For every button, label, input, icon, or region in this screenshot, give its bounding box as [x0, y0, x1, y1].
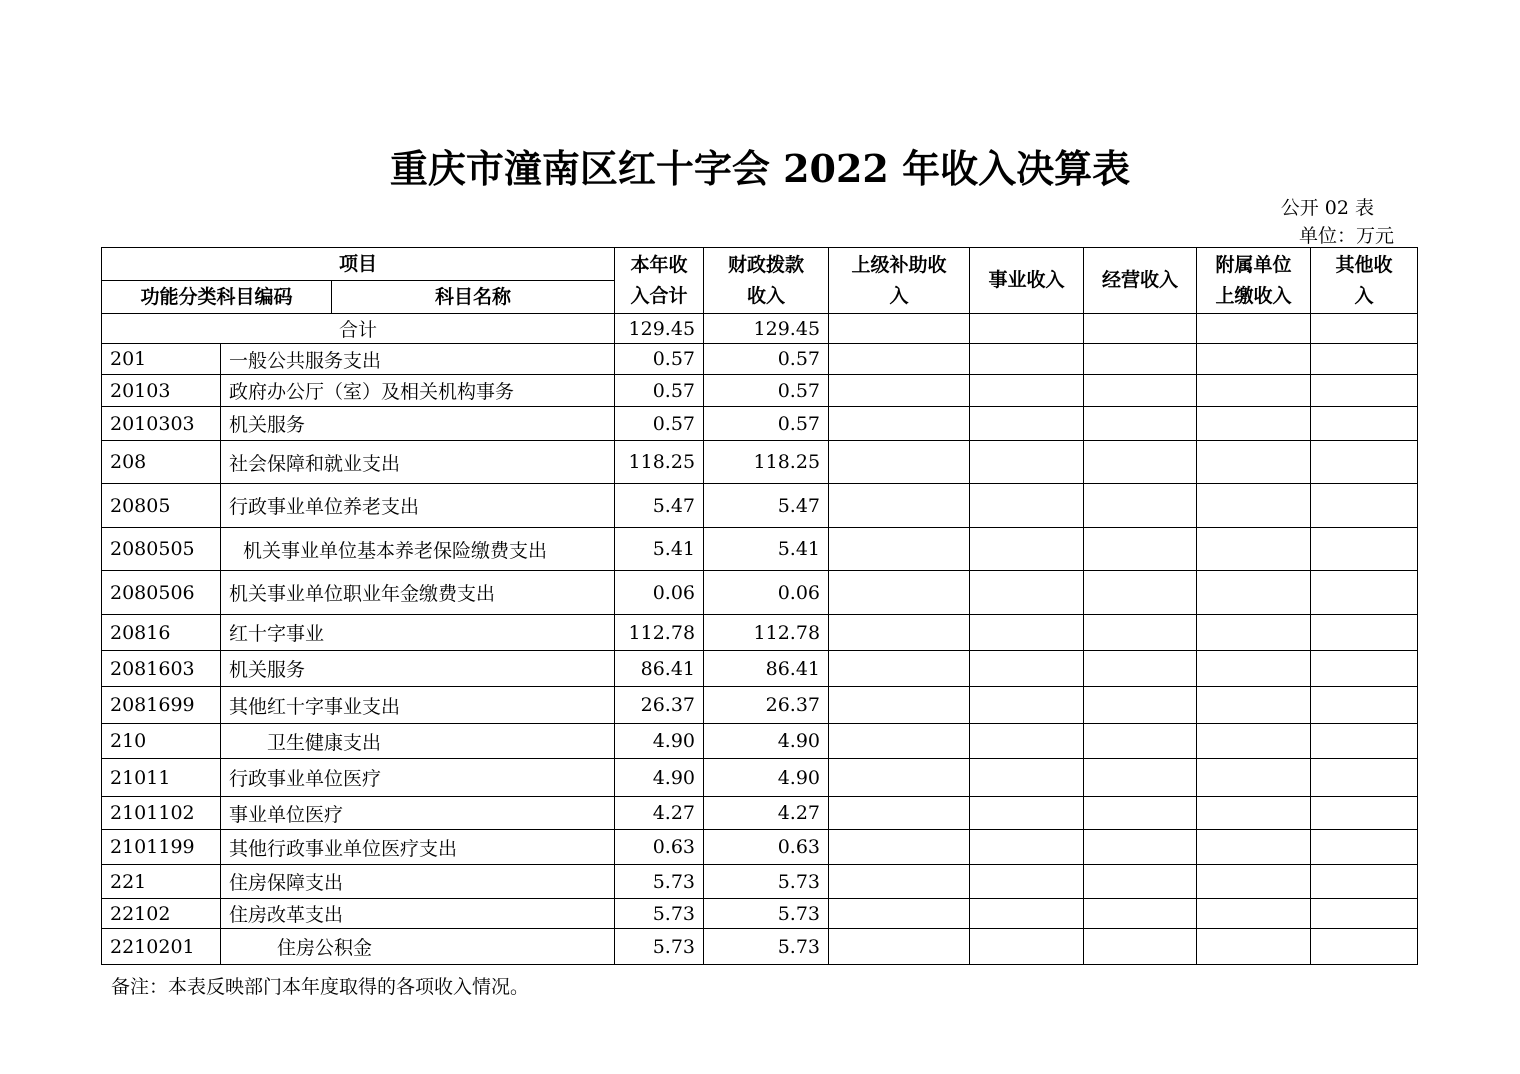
table-row [102, 528, 1418, 571]
row-amount: 0.57 [615, 407, 704, 441]
header-name: 科目名称 [332, 281, 615, 314]
empty-cell [1084, 375, 1197, 407]
row-amount: 5.47 [615, 484, 704, 528]
row-name: 机关服务 [221, 407, 615, 441]
empty-cell [1311, 615, 1418, 651]
empty-cell [1197, 651, 1311, 687]
empty-cell [1197, 759, 1311, 797]
row-fiscal: 0.57 [704, 407, 829, 441]
empty-cell [970, 759, 1084, 797]
page-title: 重庆市潼南区红十字会 2022 年收入决算表 [389, 146, 1131, 191]
empty-cell [829, 484, 970, 528]
empty-cell [1311, 687, 1418, 724]
data-rows [102, 344, 1418, 965]
empty-cell [1197, 441, 1311, 484]
row-amount: 118.25 [615, 441, 704, 484]
row-code: 22102 [102, 899, 221, 929]
empty-cell [829, 528, 970, 571]
empty-cell [1311, 407, 1418, 441]
table-row [102, 375, 1418, 407]
empty-cell [1311, 797, 1418, 830]
row-code: 2080506 [102, 571, 221, 615]
empty-cell [970, 441, 1084, 484]
empty-cell [1197, 344, 1311, 375]
empty-cell [829, 615, 970, 651]
empty-cell [970, 571, 1084, 615]
row-fiscal: 0.06 [704, 571, 829, 615]
empty-cell [1197, 571, 1311, 615]
row-amount: 86.41 [615, 651, 704, 687]
empty-cell [829, 724, 970, 759]
table-row [102, 929, 1418, 965]
empty-cell [829, 375, 970, 407]
row-code: 2081603 [102, 651, 221, 687]
empty-cell [829, 441, 970, 484]
empty-cell [970, 484, 1084, 528]
empty-cell [970, 830, 1084, 865]
row-code: 210 [102, 724, 221, 759]
row-name: 事业单位医疗 [221, 797, 615, 830]
row-name: 住房保障支出 [221, 865, 615, 899]
row-name: 机关事业单位基本养老保险缴费支出 [221, 528, 615, 571]
empty-cell [970, 651, 1084, 687]
row-name: 其他行政事业单位医疗支出 [221, 830, 615, 865]
table-row [102, 759, 1418, 797]
empty-cell [1084, 407, 1197, 441]
table-row [102, 830, 1418, 865]
row-fiscal: 5.47 [704, 484, 829, 528]
empty-cell [1084, 865, 1197, 899]
row-amount: 4.90 [615, 724, 704, 759]
row-code: 201 [102, 344, 221, 375]
form-number: 公开 02 表 [1280, 197, 1374, 219]
header-total-line2: 入合计 [630, 284, 688, 307]
row-code: 2010303 [102, 407, 221, 441]
empty-cell [1197, 484, 1311, 528]
empty-cell [829, 830, 970, 865]
row-code: 2101102 [102, 797, 221, 830]
row-amount: 5.73 [615, 865, 704, 899]
total-label: 合计 [102, 314, 615, 344]
table-row [102, 615, 1418, 651]
empty-cell [1197, 528, 1311, 571]
empty-cell [1084, 899, 1197, 929]
empty-cell [970, 724, 1084, 759]
header-superior [829, 248, 970, 314]
table-row [102, 865, 1418, 899]
empty-cell [1311, 571, 1418, 615]
row-code: 20103 [102, 375, 221, 407]
empty-cell [970, 899, 1084, 929]
row-amount: 5.73 [615, 899, 704, 929]
row-fiscal: 26.37 [704, 687, 829, 724]
table-row [102, 484, 1418, 528]
header-superior-line2: 入 [889, 284, 909, 307]
empty-cell [970, 344, 1084, 375]
row-name: 一般公共服务支出 [221, 344, 615, 375]
row-code: 221 [102, 865, 221, 899]
empty-cell [1197, 797, 1311, 830]
row-code: 20816 [102, 615, 221, 651]
empty-cell [829, 797, 970, 830]
total-amount: 129.45 [615, 314, 704, 344]
row-code: 208 [102, 441, 221, 484]
header-total-line1: 本年收 [630, 253, 688, 276]
header-row-1 [102, 248, 1418, 281]
empty-cell [1084, 687, 1197, 724]
header-affiliated-line1: 附属单位 [1215, 253, 1292, 276]
row-code: 2101199 [102, 830, 221, 865]
header-code: 功能分类科目编码 [102, 281, 332, 314]
empty-cell [1197, 929, 1311, 965]
row-code: 2210201 [102, 929, 221, 965]
table-row [102, 797, 1418, 830]
empty-cell [1084, 830, 1197, 865]
row-fiscal: 4.90 [704, 724, 829, 759]
empty-cell [829, 899, 970, 929]
empty-cell [1084, 797, 1197, 830]
row-name: 行政事业单位医疗 [221, 759, 615, 797]
row-amount: 112.78 [615, 615, 704, 651]
empty-cell [829, 865, 970, 899]
empty-cell [1311, 441, 1418, 484]
empty-cell [1311, 375, 1418, 407]
total-fiscal: 129.45 [704, 314, 829, 344]
empty-cell [1311, 528, 1418, 571]
empty-cell [1311, 865, 1418, 899]
row-name: 红十字事业 [221, 615, 615, 651]
empty-cell [1311, 314, 1418, 344]
empty-cell [1084, 484, 1197, 528]
row-code: 20805 [102, 484, 221, 528]
row-fiscal: 0.57 [704, 344, 829, 375]
empty-cell [970, 314, 1084, 344]
empty-cell [970, 615, 1084, 651]
empty-cell [1311, 484, 1418, 528]
empty-cell [1197, 724, 1311, 759]
table-row [102, 441, 1418, 484]
empty-cell [1197, 314, 1311, 344]
row-name: 机关事业单位职业年金缴费支出 [221, 571, 615, 615]
table-row [102, 724, 1418, 759]
table-row [102, 344, 1418, 375]
header-other-line2: 入 [1354, 284, 1374, 307]
row-name: 社会保障和就业支出 [221, 441, 615, 484]
empty-cell [970, 375, 1084, 407]
row-amount: 4.90 [615, 759, 704, 797]
empty-cell [970, 929, 1084, 965]
row-name: 卫生健康支出 [221, 724, 615, 759]
empty-cell [970, 687, 1084, 724]
row-amount: 0.57 [615, 375, 704, 407]
empty-cell [1197, 830, 1311, 865]
row-fiscal: 5.41 [704, 528, 829, 571]
row-fiscal: 4.27 [704, 797, 829, 830]
header-business: 事业收入 [970, 248, 1084, 314]
empty-cell [1311, 899, 1418, 929]
row-amount: 0.63 [615, 830, 704, 865]
empty-cell [1197, 899, 1311, 929]
empty-cell [970, 528, 1084, 571]
row-fiscal: 0.57 [704, 375, 829, 407]
header-fiscal [704, 248, 829, 314]
empty-cell [829, 571, 970, 615]
empty-cell [1084, 571, 1197, 615]
header-fiscal-line1: 财政拨款 [728, 253, 805, 276]
table-row [102, 571, 1418, 615]
row-fiscal: 4.90 [704, 759, 829, 797]
row-amount: 0.57 [615, 344, 704, 375]
empty-cell [829, 314, 970, 344]
empty-cell [1311, 724, 1418, 759]
row-code: 21011 [102, 759, 221, 797]
empty-cell [1197, 407, 1311, 441]
row-amount: 5.73 [615, 929, 704, 965]
header-other [1311, 248, 1418, 314]
row-fiscal: 0.63 [704, 830, 829, 865]
row-code: 2080505 [102, 528, 221, 571]
empty-cell [1084, 441, 1197, 484]
empty-cell [1311, 759, 1418, 797]
row-fiscal: 86.41 [704, 651, 829, 687]
row-fiscal: 5.73 [704, 929, 829, 965]
row-amount: 4.27 [615, 797, 704, 830]
empty-cell [829, 651, 970, 687]
row-name: 住房改革支出 [221, 899, 615, 929]
table-row [102, 651, 1418, 687]
empty-cell [970, 865, 1084, 899]
row-amount: 0.06 [615, 571, 704, 615]
row-name: 行政事业单位养老支出 [221, 484, 615, 528]
empty-cell [1311, 651, 1418, 687]
empty-cell [1084, 615, 1197, 651]
empty-cell [1197, 375, 1311, 407]
row-name: 机关服务 [221, 651, 615, 687]
total-row [102, 314, 1418, 344]
empty-cell [1084, 314, 1197, 344]
empty-cell [1084, 724, 1197, 759]
row-fiscal: 118.25 [704, 441, 829, 484]
empty-cell [1311, 344, 1418, 375]
empty-cell [1197, 615, 1311, 651]
table-row [102, 899, 1418, 929]
unit-label: 单位：万元 [1298, 225, 1394, 247]
empty-cell [1084, 528, 1197, 571]
row-name: 政府办公厅（室）及相关机构事务 [221, 375, 615, 407]
row-name: 住房公积金 [221, 929, 615, 965]
footnote: 备注：本表反映部门本年度取得的各项收入情况。 [111, 976, 530, 998]
table-row [102, 407, 1418, 441]
row-amount: 26.37 [615, 687, 704, 724]
empty-cell [1311, 830, 1418, 865]
header-fiscal-line2: 收入 [747, 284, 786, 307]
row-name: 其他红十字事业支出 [221, 687, 615, 724]
empty-cell [829, 687, 970, 724]
header-affiliated [1197, 248, 1311, 314]
row-fiscal: 112.78 [704, 615, 829, 651]
empty-cell [1197, 687, 1311, 724]
empty-cell [1084, 651, 1197, 687]
empty-cell [829, 759, 970, 797]
empty-cell [970, 797, 1084, 830]
row-fiscal: 5.73 [704, 865, 829, 899]
header-superior-line1: 上级补助收 [851, 253, 947, 276]
table-row [102, 687, 1418, 724]
header-operating: 经营收入 [1084, 248, 1197, 314]
income-table [101, 247, 1418, 965]
empty-cell [1084, 344, 1197, 375]
header-item: 项目 [102, 248, 615, 281]
row-amount: 5.41 [615, 528, 704, 571]
empty-cell [829, 407, 970, 441]
header-other-line1: 其他收 [1335, 253, 1393, 276]
row-fiscal: 5.73 [704, 899, 829, 929]
empty-cell [1084, 929, 1197, 965]
empty-cell [829, 344, 970, 375]
empty-cell [970, 407, 1084, 441]
empty-cell [1197, 865, 1311, 899]
empty-cell [1084, 759, 1197, 797]
header-total [615, 248, 704, 314]
header-affiliated-line2: 上缴收入 [1215, 284, 1292, 307]
empty-cell [829, 929, 970, 965]
row-code: 2081699 [102, 687, 221, 724]
empty-cell [1311, 929, 1418, 965]
